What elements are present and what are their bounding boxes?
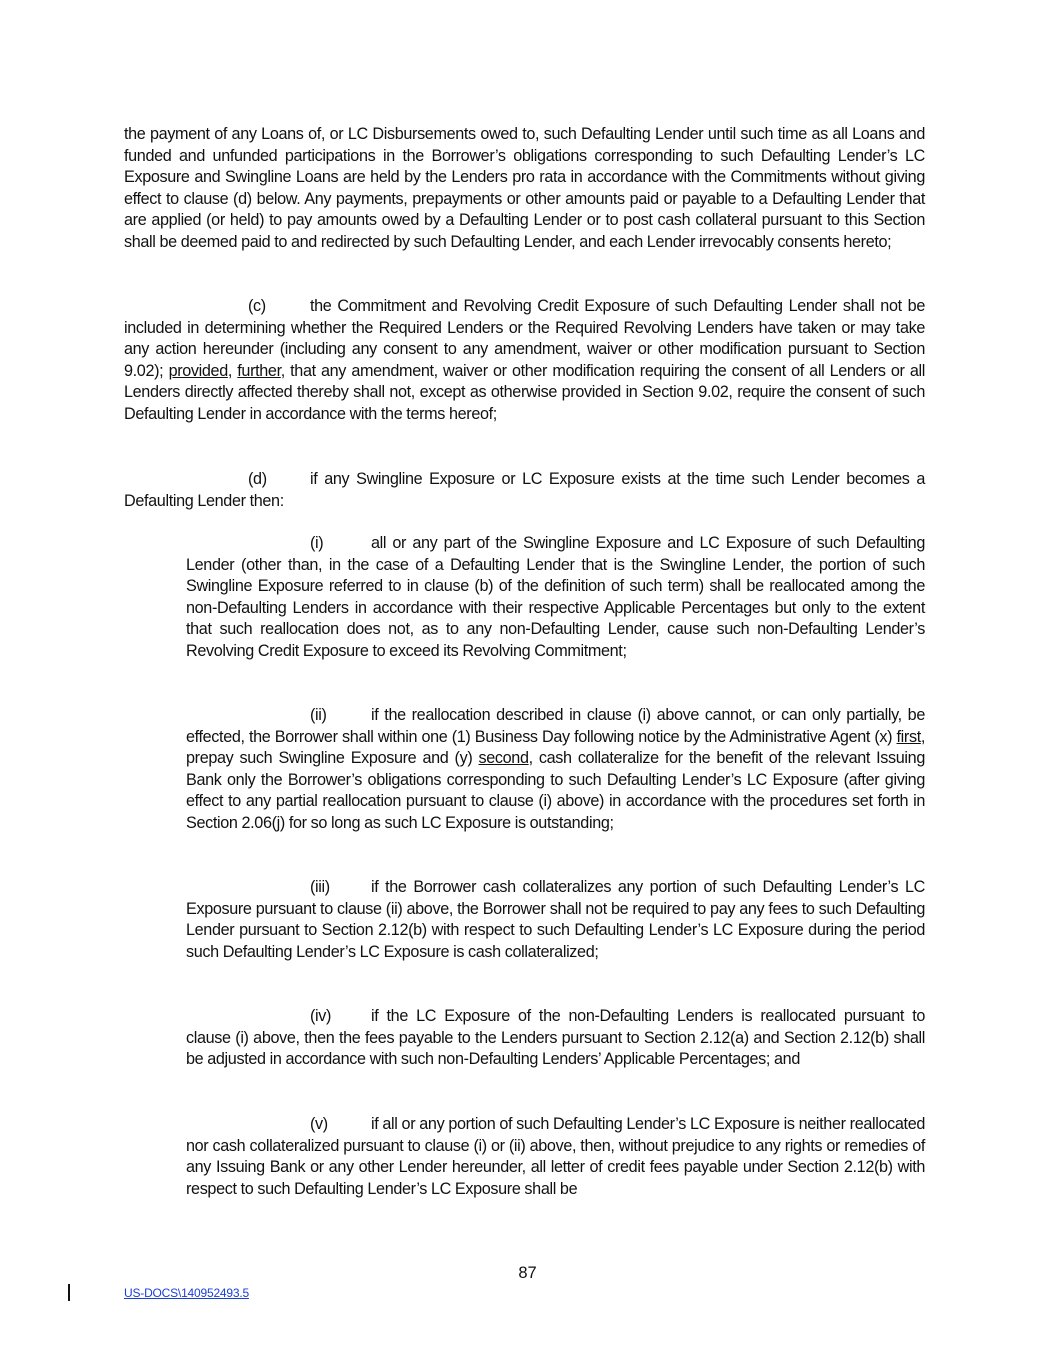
paragraph-continuation [124, 124, 925, 254]
punctuation: , [227, 361, 238, 380]
document-id-link[interactable]: US-DOCS\140952493.5 [124, 1286, 249, 1300]
clause-d [124, 469, 925, 512]
clause-text: if any Swingline Exposure or LC Exposure exists at the time such Lender becomes a Defaulting Lender then: [124, 470, 925, 510]
subclause-label: (i) [310, 534, 324, 552]
underlined-term-provided: provided [168, 361, 228, 380]
clause-c [124, 296, 925, 426]
clause-label: (d) [248, 470, 267, 488]
subclause-text: if all or any portion of such Defaulting Lender’s LC Exposure is neither reallocated nor cash collateralized pursuant to clause (i) or (ii) above, then, without prejudice to any rights or remedies of any Issuing Bank or any other Lender hereunder, all letter of credit fees payable under Section 2.12(b) with respect to such Defaulting Lender’s LC Exposure shall be [186, 1115, 925, 1198]
subclause-text: if the LC Exposure of the non-Defaulting Lenders is reallocated pursuant to clause (i) above, then the fees payable to the Lenders pursuant to Section 2.12(a) and Section 2.12(b) shall be adjusted in accordance with such non-Defaulting Lenders’ Applicable Percentages; and [186, 1007, 925, 1069]
subclause-text: if the reallocation described in clause (i) above cannot, or can only partially, be effected, the Borrower shall within one (1) Business Day following notice by the Administrative Agent (x) [186, 706, 925, 746]
subclause-text: if the Borrower cash collateralizes any portion of such Defaulting Lender’s LC Exposure pursuant to clause (ii) above, the Borrower shall not be required to pay any fees to such Defaulting Lender pursuant to Section 2.12(b) with respect to such Defaulting Lender’s LC Exposure during the period such Defaulting Lender’s LC Exposure is cash collateralized; [186, 878, 925, 961]
clause-label: (c) [248, 297, 266, 315]
subclause-label: (v) [310, 1115, 328, 1133]
subclause-iv [186, 1006, 925, 1071]
subclause-label: (ii) [310, 706, 327, 724]
underlined-term-second: second [478, 749, 529, 768]
paragraph-text: the payment of any Loans of, or LC Disbursements owed to, such Defaulting Lender until such time as all Loans and funded and unfunded participations in the Borrower’s obligations corresponding to such Defaulting Lender’s LC Exposure and Swingline Loans are held by the Lenders pro rata in accordance with the Commitments without giving effect to clause (d) below. Any payments, prepayments or other amounts paid or payable to a Defaulting Lender that are applied (or held) to pay amounts owed by a Defaulting Lender or to post cash collateral pursuant to this Section shall be deemed paid to and redirected by such Defaulting Lender, and each Lender irrevocably consents hereto; [124, 125, 925, 251]
subclause-v [186, 1114, 925, 1200]
page-number: 87 [518, 1264, 537, 1282]
subclause-text-mid: , prepay such Swingline Exposure and (y) [186, 727, 925, 768]
subclause-text: all or any part of the Swingline Exposure and LC Exposure of such Defaulting Lender (other than, in the case of a Defaulting Lender that is the Swingline Lender, the portion of such Swingline Exposure referred to in clause (b) of the definition of such term) shall be reallocated among the non-Defaulting Lenders in accordance with their respective Applicable Percentages but only to the extent that such reallocation does not, as to any non-Defaulting Lender, cause such non-Defaulting Lender’s Revolving Credit Exposure to exceed its Revolving Commitment; [186, 534, 925, 660]
subclause-label: (iii) [310, 878, 330, 896]
subclause-label: (iv) [310, 1007, 332, 1025]
subclause-i [186, 533, 925, 663]
subclause-text-end: , cash collateralize for the benefit of the relevant Issuing Bank only the Borrower’s obligations corresponding to such Defaulting Lender’s LC Exposure (after giving effect to any partial reallocation pursuant to clause (i) above) in accordance with the procedures set forth in Section 2.06(j) for so long as such LC Exposure is outstanding; [186, 749, 925, 832]
subclause-iii [186, 877, 925, 963]
subclause-ii [186, 705, 925, 835]
change-bar [68, 1284, 70, 1301]
underlined-term-first: first [896, 727, 921, 746]
clause-text-cont: , that any amendment, waiver or other modification requiring the consent of all Lenders or all Lenders directly affected thereby shall not, except as otherwise provided in Section 9.02, require the consent of such Defaulting Lender in accordance with the terms hereof; [124, 361, 925, 423]
clause-text: the Commitment and Revolving Credit Exposure of such Defaulting Lender shall not be included in determining whether the Required Lenders or the Required Revolving Lenders have taken or may take any action hereunder (including any consent to any amendment, waiver or other modification pursuant to Section 9.02); [124, 297, 925, 380]
underlined-term-further: further [237, 361, 281, 380]
